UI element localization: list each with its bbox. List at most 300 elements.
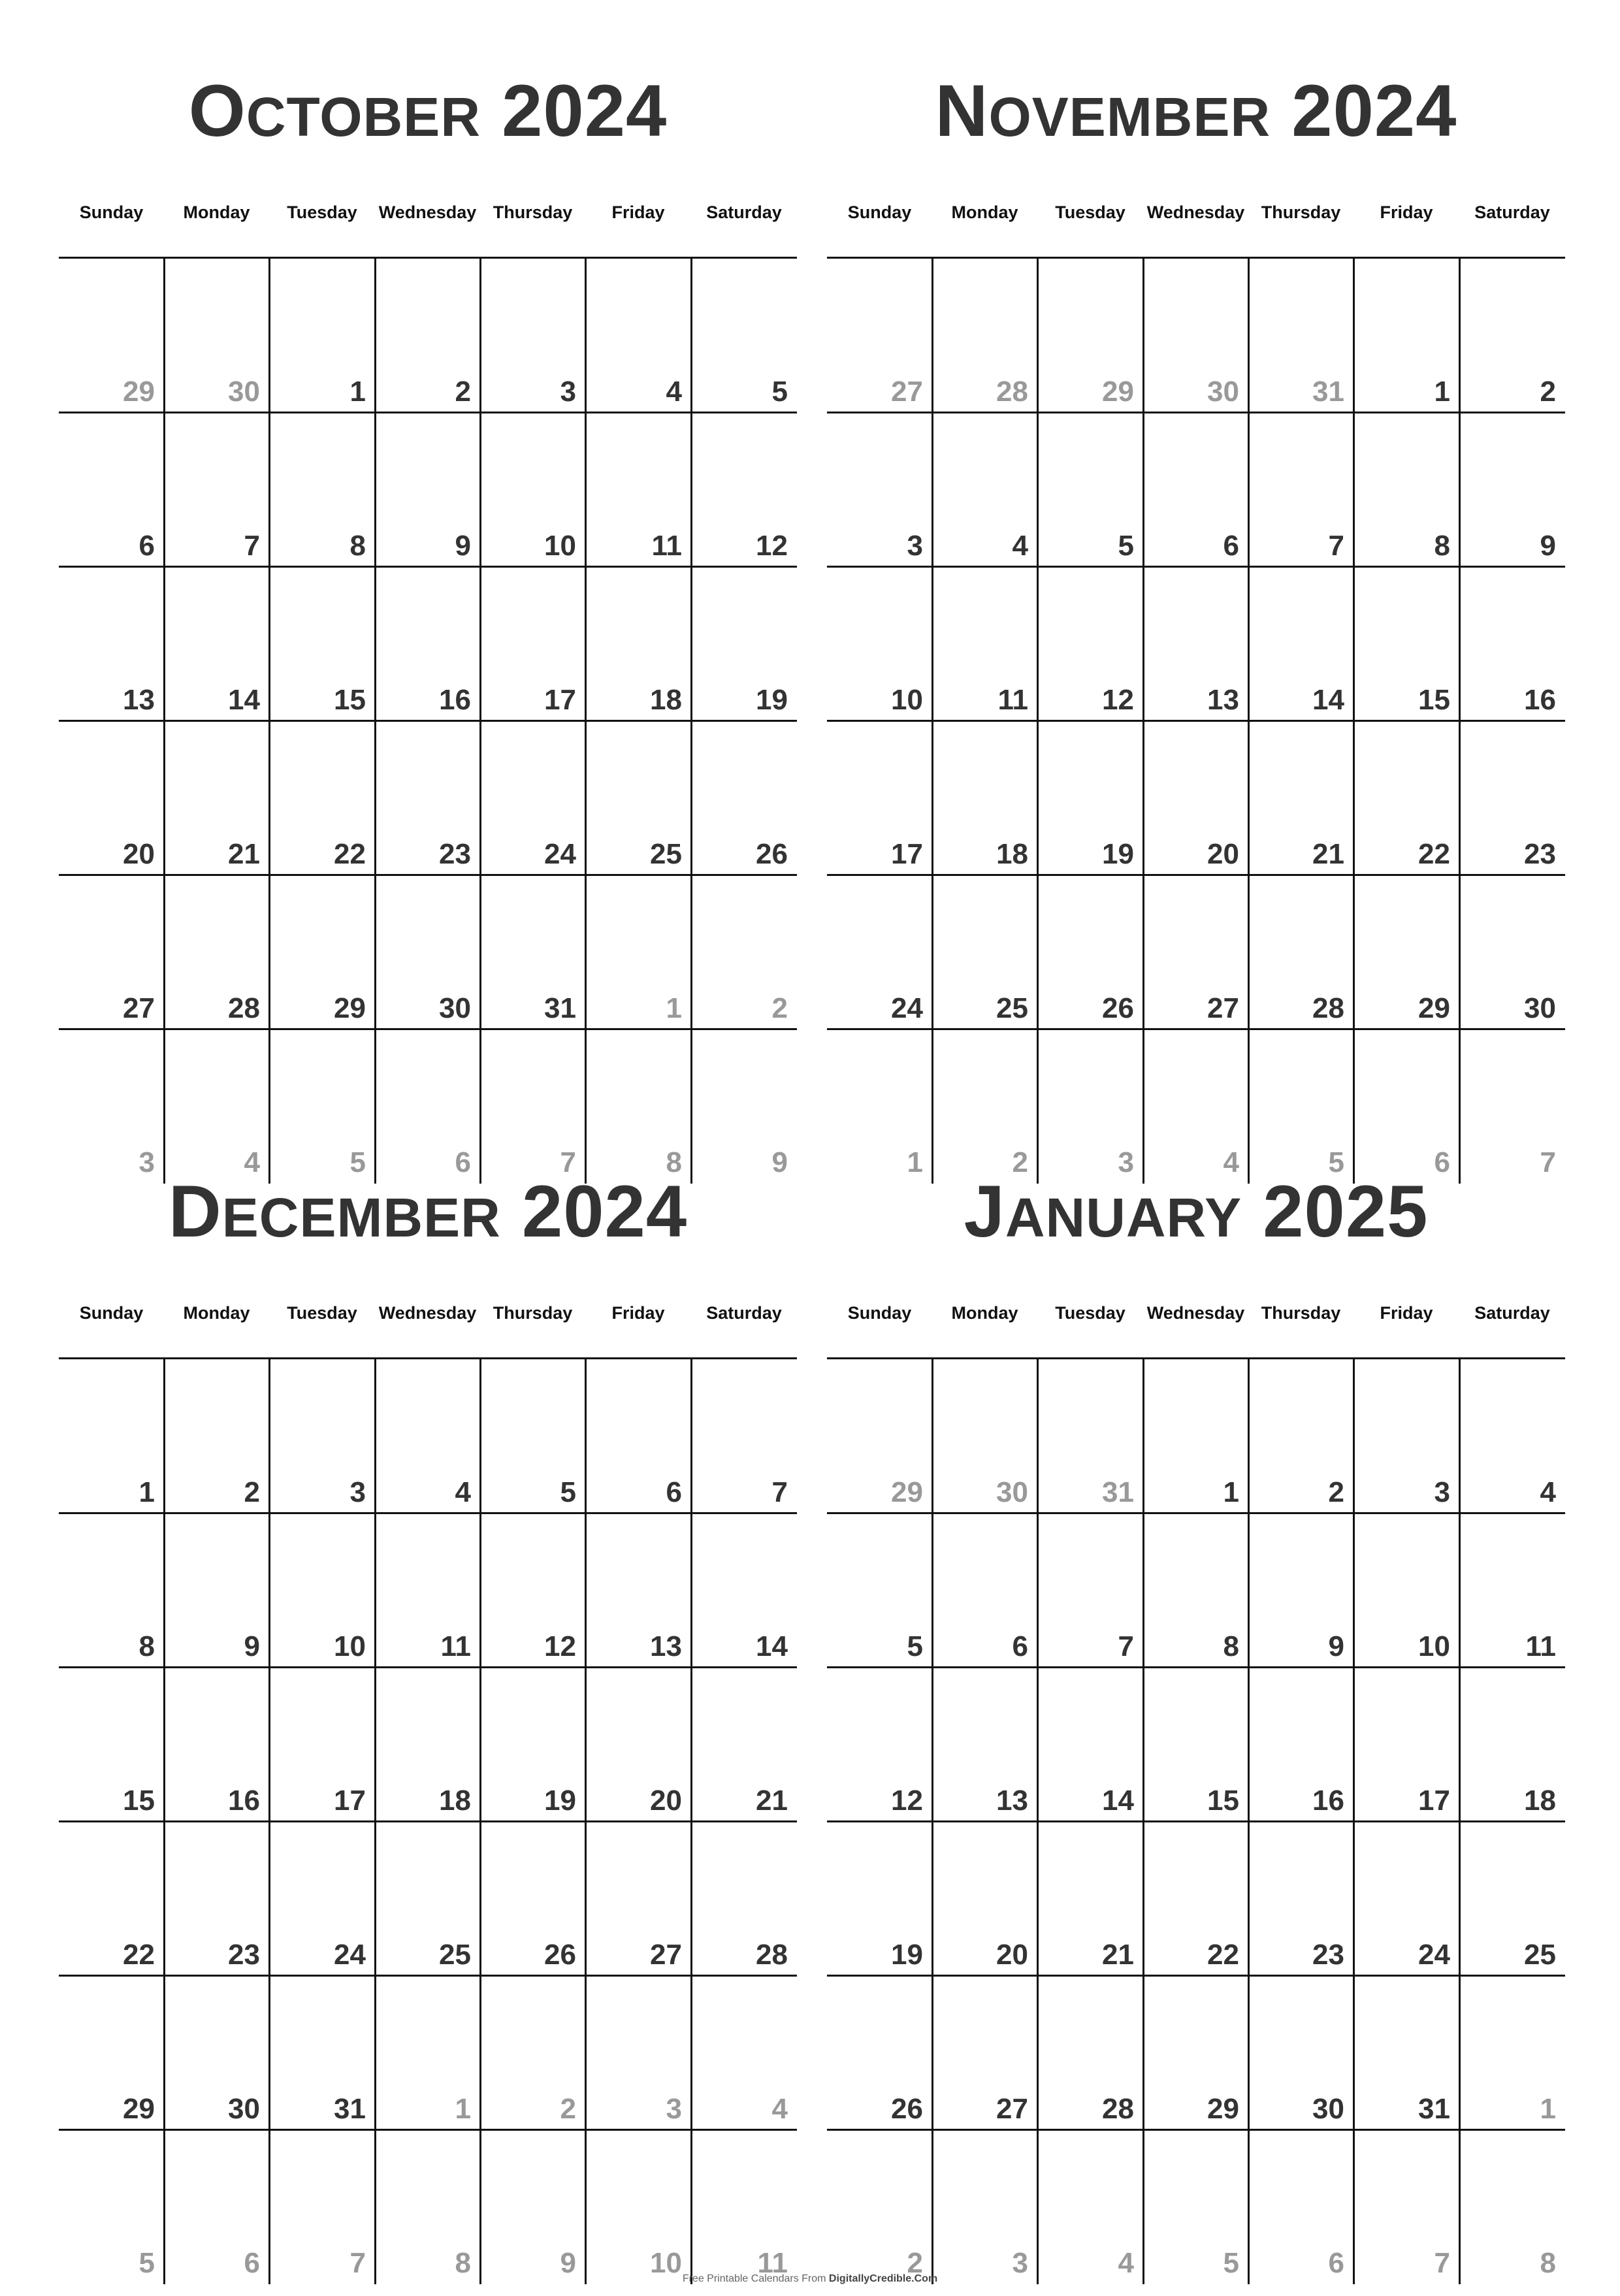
day-number: 8: [138, 1630, 155, 1662]
day-cell-other-month: [1037, 1359, 1143, 1513]
day-number: 4: [1540, 1476, 1556, 1508]
day-number: 20: [123, 838, 155, 870]
calendar-grid: [59, 259, 797, 1195]
day-cell: [1459, 259, 1565, 413]
day-cell-other-month: [1353, 2130, 1459, 2284]
day-cell-other-month: [585, 1976, 691, 2130]
title-space: [481, 70, 502, 152]
day-number: 17: [544, 684, 576, 716]
month-title: [59, 62, 797, 160]
day-cell: [1037, 1822, 1143, 1976]
day-cell: [1248, 1976, 1353, 2130]
day-cell-other-month: [691, 1976, 797, 2130]
day-number: 25: [439, 1939, 471, 1971]
day-number: 25: [1524, 1939, 1556, 1971]
day-number: 9: [1540, 530, 1556, 562]
title-space: [1271, 70, 1291, 152]
day-cell-other-month: [827, 1359, 932, 1513]
day-number: 11: [440, 1630, 471, 1662]
day-number: 12: [756, 530, 788, 562]
day-number: 1: [907, 1146, 923, 1178]
day-number: 17: [334, 1785, 366, 1817]
day-cell: [1143, 1359, 1248, 1513]
day-number: 9: [560, 2247, 576, 2279]
day-number: 22: [1207, 1939, 1239, 1971]
day-cell: [1143, 1976, 1248, 2130]
day-number: 5: [771, 376, 788, 408]
day-cell-other-month: [691, 1029, 797, 1184]
day-cell-other-month: [59, 1029, 164, 1184]
day-cell: [585, 413, 691, 567]
column-divider: [1037, 259, 1039, 1184]
day-cell-other-month: [375, 2130, 480, 2284]
day-cell-other-month: [59, 2130, 164, 2284]
day-cell-other-month: [1037, 1029, 1143, 1184]
day-cell: [59, 1668, 164, 1822]
weekday-label-thursday: Thursday: [1261, 1303, 1341, 1323]
day-number: 3: [1434, 1476, 1450, 1508]
day-cell: [480, 1359, 585, 1513]
column-divider: [1248, 259, 1250, 1184]
month-title-initial: J: [964, 1171, 1005, 1252]
day-number: 6: [1434, 1146, 1450, 1178]
month-title-initial: D: [168, 1171, 222, 1252]
month-title-year: 2025: [1263, 1171, 1429, 1252]
day-number: 14: [1102, 1785, 1134, 1817]
day-cell: [1459, 1668, 1565, 1822]
day-cell: [1353, 567, 1459, 721]
day-cell: [269, 1513, 375, 1668]
weekday-label-tuesday: Tuesday: [287, 1303, 357, 1323]
day-cell: [932, 1668, 1037, 1822]
day-cell: [1248, 413, 1353, 567]
day-cell-other-month: [1353, 1029, 1459, 1184]
day-cell: [1353, 1513, 1459, 1668]
day-cell: [1037, 1668, 1143, 1822]
day-cell-other-month: [480, 1029, 585, 1184]
day-number: 9: [1328, 1630, 1344, 1662]
day-cell: [59, 1976, 164, 2130]
day-number: 2: [1540, 376, 1556, 408]
column-divider: [1142, 259, 1144, 1184]
day-number: 28: [996, 376, 1028, 408]
day-number: 13: [996, 1785, 1028, 1817]
day-cell: [375, 413, 480, 567]
weekday-label-sunday: Sunday: [79, 202, 144, 222]
day-cell: [59, 567, 164, 721]
day-number: 28: [228, 992, 260, 1024]
day-cell: [585, 1668, 691, 1822]
day-number: 7: [1434, 2247, 1450, 2279]
day-cell: [164, 1976, 269, 2130]
day-number: 5: [907, 1630, 923, 1662]
day-number: 30: [228, 376, 260, 408]
day-cell: [164, 721, 269, 875]
day-cell: [1248, 1822, 1353, 1976]
day-number: 30: [996, 1476, 1028, 1508]
day-number: 4: [244, 1146, 260, 1178]
day-cell-other-month: [932, 259, 1037, 413]
day-cell: [932, 1822, 1037, 1976]
day-cell: [1459, 413, 1565, 567]
day-number: 9: [455, 530, 471, 562]
day-number: 21: [1102, 1939, 1134, 1971]
month-title: [827, 1163, 1565, 1261]
day-number: 23: [1524, 838, 1556, 870]
day-cell-other-month: [691, 875, 797, 1029]
day-cell: [1353, 1668, 1459, 1822]
day-cell-other-month: [1459, 1976, 1565, 2130]
column-divider: [479, 1359, 481, 2284]
day-cell: [59, 1822, 164, 1976]
day-number: 22: [334, 838, 366, 870]
day-number: 1: [666, 992, 682, 1024]
day-number: 31: [544, 992, 576, 1024]
day-cell: [691, 1668, 797, 1822]
day-cell: [827, 1668, 932, 1822]
day-number: 3: [560, 376, 576, 408]
day-cell: [585, 259, 691, 413]
day-number: 25: [650, 838, 682, 870]
day-number: 3: [349, 1476, 366, 1508]
day-cell-other-month: [1248, 259, 1353, 413]
column-divider: [585, 259, 587, 1184]
day-number: 5: [1328, 1146, 1344, 1178]
day-cell-other-month: [585, 2130, 691, 2284]
day-number: 8: [1434, 530, 1450, 562]
day-number: 22: [123, 1939, 155, 1971]
day-number: 2: [244, 1476, 260, 1508]
day-number: 10: [891, 684, 923, 716]
day-number: 5: [1118, 530, 1134, 562]
day-cell: [164, 1513, 269, 1668]
day-number: 23: [228, 1939, 260, 1971]
day-number: 30: [1524, 992, 1556, 1024]
day-cell: [480, 413, 585, 567]
column-divider: [268, 259, 270, 1184]
day-cell: [932, 721, 1037, 875]
day-cell: [1143, 721, 1248, 875]
weekday-label-wednesday: Wednesday: [378, 202, 477, 222]
day-number: 13: [1207, 684, 1239, 716]
day-cell-other-month: [1143, 1029, 1248, 1184]
day-cell-other-month: [932, 1359, 1037, 1513]
day-cell: [1459, 875, 1565, 1029]
day-cell: [691, 721, 797, 875]
day-number: 12: [544, 1630, 576, 1662]
day-number: 4: [666, 376, 682, 408]
day-cell: [164, 875, 269, 1029]
weekday-label-sunday: Sunday: [847, 202, 912, 222]
weekday-label-wednesday: Wednesday: [378, 1303, 477, 1323]
day-number: 4: [455, 1476, 471, 1508]
day-cell: [1143, 875, 1248, 1029]
day-cell: [1248, 721, 1353, 875]
day-cell-other-month: [375, 1976, 480, 2130]
day-number: 30: [1312, 2093, 1344, 2125]
column-divider: [268, 1359, 270, 2284]
day-cell-other-month: [269, 1029, 375, 1184]
day-number: 6: [244, 2247, 260, 2279]
day-number: 1: [1434, 376, 1450, 408]
day-number: 2: [771, 992, 788, 1024]
day-cell-other-month: [932, 2130, 1037, 2284]
day-number: 9: [771, 1146, 788, 1178]
day-number: 14: [228, 684, 260, 716]
day-cell-other-month: [932, 1029, 1037, 1184]
day-cell: [480, 721, 585, 875]
day-number: 4: [1012, 530, 1028, 562]
day-number: 29: [123, 376, 155, 408]
day-cell: [1037, 1976, 1143, 2130]
day-number: 15: [123, 1785, 155, 1817]
weekday-label-wednesday: Wednesday: [1146, 202, 1245, 222]
day-cell: [1248, 875, 1353, 1029]
day-number: 21: [756, 1785, 788, 1817]
day-cell: [932, 1513, 1037, 1668]
day-number: 1: [349, 376, 366, 408]
day-cell: [480, 875, 585, 1029]
day-number: 19: [1102, 838, 1134, 870]
day-cell-other-month: [1037, 2130, 1143, 2284]
day-cell: [1143, 567, 1248, 721]
day-number: 27: [123, 992, 155, 1024]
day-number: 20: [650, 1785, 682, 1817]
day-number: 7: [771, 1476, 788, 1508]
title-space: [1242, 1171, 1263, 1252]
day-cell: [480, 1822, 585, 1976]
weekday-header: [59, 1297, 797, 1329]
day-cell: [691, 413, 797, 567]
column-divider: [1459, 259, 1461, 1184]
day-cell: [164, 1668, 269, 1822]
day-number: 7: [560, 1146, 576, 1178]
day-number: 29: [123, 2093, 155, 2125]
day-cell-other-month: [1143, 2130, 1248, 2284]
day-number: 24: [334, 1939, 366, 1971]
day-number: 2: [1328, 1476, 1344, 1508]
day-number: 4: [1223, 1146, 1239, 1178]
day-number: 22: [1418, 838, 1450, 870]
day-number: 19: [544, 1785, 576, 1817]
day-cell: [1143, 1513, 1248, 1668]
day-cell: [827, 1513, 932, 1668]
day-number: 11: [757, 2247, 788, 2279]
day-number: 20: [1207, 838, 1239, 870]
day-number: 29: [334, 992, 366, 1024]
day-cell: [1248, 1668, 1353, 1822]
day-number: 29: [1418, 992, 1450, 1024]
day-number: 19: [891, 1939, 923, 1971]
day-cell: [1248, 567, 1353, 721]
day-number: 13: [123, 684, 155, 716]
day-number: 6: [1012, 1630, 1028, 1662]
day-cell: [375, 1822, 480, 1976]
month-title-rest: OVEMBER: [988, 86, 1271, 148]
day-number: 26: [544, 1939, 576, 1971]
day-cell-other-month: [1248, 1029, 1353, 1184]
day-number: 4: [771, 2093, 788, 2125]
day-number: 5: [560, 1476, 576, 1508]
month-title: [59, 1163, 797, 1261]
weekday-label-tuesday: Tuesday: [1055, 202, 1126, 222]
day-cell: [1459, 1822, 1565, 1976]
day-number: 3: [1012, 2247, 1028, 2279]
day-number: 7: [349, 2247, 366, 2279]
column-divider: [585, 1359, 587, 2284]
day-number: 29: [891, 1476, 923, 1508]
day-number: 16: [228, 1785, 260, 1817]
weekday-header: [827, 196, 1565, 229]
weekday-label-saturday: Saturday: [706, 202, 782, 222]
weekday-label-friday: Friday: [611, 1303, 665, 1323]
column-divider: [932, 259, 933, 1184]
title-space: [501, 1171, 522, 1252]
day-number: 5: [1223, 2247, 1239, 2279]
day-cell: [691, 1513, 797, 1668]
day-cell: [691, 1822, 797, 1976]
day-number: 30: [1207, 376, 1239, 408]
day-cell-other-month: [269, 2130, 375, 2284]
day-number: 30: [228, 2093, 260, 2125]
day-cell: [1353, 259, 1459, 413]
day-cell: [932, 567, 1037, 721]
weekday-label-tuesday: Tuesday: [287, 202, 357, 222]
day-cell: [164, 1359, 269, 1513]
weekday-label-monday: Monday: [951, 1303, 1018, 1323]
day-cell: [827, 413, 932, 567]
day-number: 12: [891, 1785, 923, 1817]
day-cell: [932, 413, 1037, 567]
calendar-grid: [827, 1359, 1565, 2296]
day-cell: [827, 875, 932, 1029]
day-cell: [480, 1513, 585, 1668]
day-cell-other-month: [827, 2130, 932, 2284]
day-cell-other-month: [164, 259, 269, 413]
day-number: 14: [756, 1630, 788, 1662]
day-number: 18: [996, 838, 1028, 870]
day-number: 7: [244, 530, 260, 562]
month-title-rest: ECEMBER: [221, 1187, 501, 1248]
day-number: 21: [228, 838, 260, 870]
weekday-label-friday: Friday: [611, 202, 665, 222]
weekday-label-saturday: Saturday: [706, 1303, 782, 1323]
day-cell: [164, 1822, 269, 1976]
day-cell-other-month: [585, 875, 691, 1029]
day-cell: [1037, 567, 1143, 721]
day-number: 4: [1118, 2247, 1134, 2279]
day-cell-other-month: [1037, 259, 1143, 413]
day-cell: [269, 1822, 375, 1976]
day-cell: [59, 1513, 164, 1668]
day-number: 26: [756, 838, 788, 870]
day-number: 28: [756, 1939, 788, 1971]
day-cell-other-month: [1248, 2130, 1353, 2284]
day-number: 6: [455, 1146, 471, 1178]
day-cell: [691, 1359, 797, 1513]
day-number: 3: [1118, 1146, 1134, 1178]
day-number: 6: [1223, 530, 1239, 562]
day-cell-other-month: [827, 259, 932, 413]
day-cell: [269, 1359, 375, 1513]
column-divider: [374, 1359, 376, 2284]
day-number: 18: [650, 684, 682, 716]
day-number: 27: [650, 1939, 682, 1971]
column-divider: [1037, 1359, 1039, 2284]
day-cell: [480, 567, 585, 721]
day-number: 9: [244, 1630, 260, 1662]
weekday-label-saturday: Saturday: [1474, 1303, 1550, 1323]
day-number: 17: [891, 838, 923, 870]
weekday-label-monday: Monday: [183, 1303, 250, 1323]
day-cell: [375, 1359, 480, 1513]
column-divider: [1248, 1359, 1250, 2284]
column-divider: [163, 259, 165, 1184]
column-divider: [1353, 1359, 1355, 2284]
day-number: 8: [1223, 1630, 1239, 1662]
footer-brand: DigitallyCredible.Com: [828, 2273, 938, 2284]
day-number: 11: [651, 530, 682, 562]
column-divider: [1353, 259, 1355, 1184]
day-cell-other-month: [480, 2130, 585, 2284]
day-number: 26: [891, 2093, 923, 2125]
month-title-initial: O: [188, 70, 246, 152]
day-cell: [827, 721, 932, 875]
day-number: 25: [996, 992, 1028, 1024]
day-cell-other-month: [59, 259, 164, 413]
day-number: 8: [349, 530, 366, 562]
weekday-header: [827, 1297, 1565, 1329]
day-number: 11: [997, 684, 1028, 716]
column-divider: [479, 259, 481, 1184]
day-number: 27: [996, 2093, 1028, 2125]
day-cell: [1248, 1513, 1353, 1668]
day-number: 8: [1540, 2247, 1556, 2279]
day-cell: [269, 875, 375, 1029]
weekday-label-saturday: Saturday: [1474, 202, 1550, 222]
day-cell: [1143, 1822, 1248, 1976]
day-cell: [269, 721, 375, 875]
day-cell-other-month: [1459, 1029, 1565, 1184]
day-number: 23: [439, 838, 471, 870]
day-cell: [375, 1513, 480, 1668]
day-number: 24: [1418, 1939, 1450, 1971]
day-cell: [269, 1668, 375, 1822]
weekday-label-tuesday: Tuesday: [1055, 1303, 1126, 1323]
day-cell: [164, 413, 269, 567]
day-cell: [1353, 1359, 1459, 1513]
day-cell: [932, 875, 1037, 1029]
day-number: 6: [1328, 2247, 1344, 2279]
day-cell: [585, 1822, 691, 1976]
day-cell: [691, 259, 797, 413]
day-number: 3: [666, 2093, 682, 2125]
day-number: 2: [455, 376, 471, 408]
column-divider: [932, 1359, 933, 2284]
day-number: 23: [1312, 1939, 1344, 1971]
day-cell-other-month: [375, 1029, 480, 1184]
day-number: 16: [1312, 1785, 1344, 1817]
day-cell: [59, 721, 164, 875]
day-number: 2: [560, 2093, 576, 2125]
day-cell: [827, 1976, 932, 2130]
day-cell: [269, 567, 375, 721]
day-cell: [827, 567, 932, 721]
day-cell: [375, 721, 480, 875]
day-cell: [269, 259, 375, 413]
column-divider: [163, 1359, 165, 2284]
day-cell: [1037, 413, 1143, 567]
